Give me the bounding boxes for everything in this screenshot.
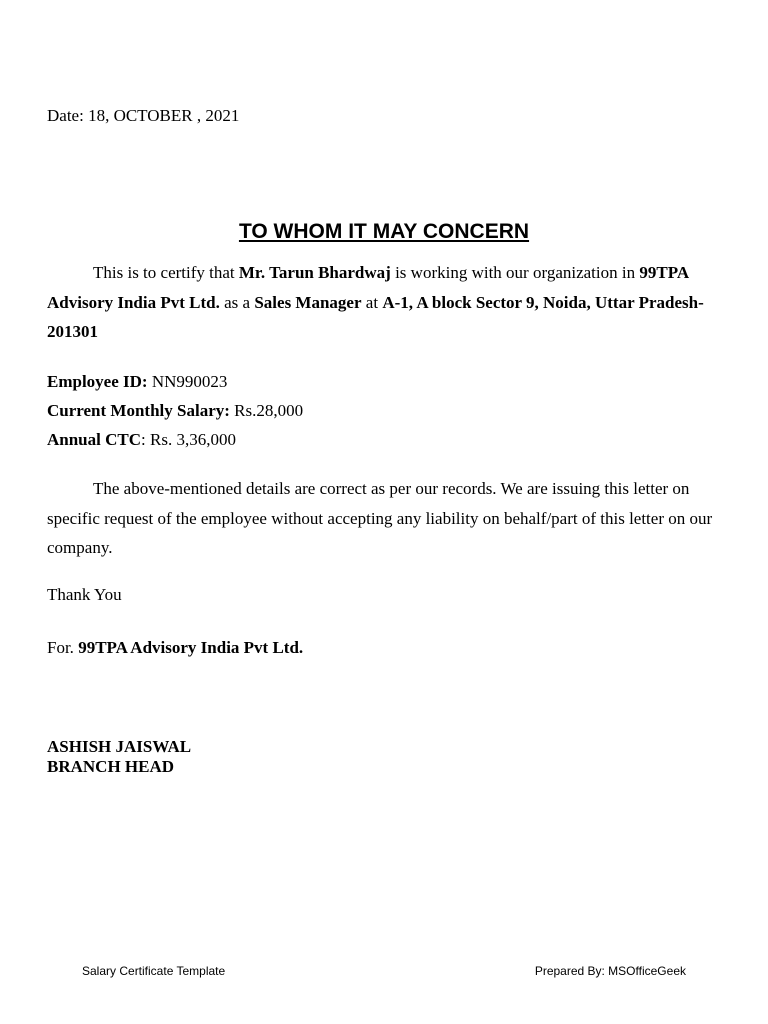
company-name: 99TPA Advisory India Pvt Ltd.: [47, 263, 689, 312]
signature-block: [47, 737, 191, 777]
para1-text-4: at: [361, 292, 383, 312]
for-company-line: [47, 638, 303, 658]
para1-text-3: as a: [219, 292, 255, 312]
date-line: Date: 18, OCTOBER , 2021: [47, 106, 240, 125]
employee-id-row: [47, 367, 303, 396]
disclaimer-paragraph: [47, 474, 717, 563]
monthly-salary-label: Current Monthly Salary:: [47, 401, 230, 420]
annual-ctc-label: Annual CTC: [47, 430, 142, 449]
thank-you: Thank You: [47, 585, 122, 604]
for-company-name: 99TPA Advisory India Pvt Ltd.: [78, 638, 304, 657]
para1-text-2: is working with our organization in: [390, 263, 640, 282]
disclaimer-text: The above-mentioned details are correct as per our records. We are issuing this letter on specific request of the employee without accepting any liability on behalf/part of this letter on our company.: [47, 479, 713, 557]
signatory-name: ASHISH JAISWAL: [47, 737, 192, 756]
employee-id-label: Employee ID:: [47, 372, 148, 391]
monthly-salary-value: Rs.28,000: [229, 401, 304, 420]
monthly-salary-row: [47, 396, 303, 425]
signatory-title: BRANCH HEAD: [47, 757, 175, 776]
annual-ctc-row: [47, 425, 303, 454]
certification-paragraph: [47, 258, 717, 347]
footer-prepared-by: Prepared By: MSOfficeGeek: [534, 964, 686, 978]
footer-template-label: Salary Certificate Template: [82, 964, 226, 978]
para1-text-1: This is to certify that: [93, 263, 239, 282]
employee-name: Mr. Tarun Bhardwaj: [238, 263, 391, 282]
for-prefix: For.: [47, 638, 79, 657]
employee-id-value: NN990023: [147, 372, 228, 391]
annual-ctc-value: : Rs. 3,36,000: [141, 430, 236, 449]
employee-details: [47, 367, 303, 454]
letter-heading: TO WHOM IT MAY CONCERN: [238, 220, 530, 243]
designation: Sales Manager: [254, 292, 362, 312]
office-address: A-1, A block Sector 9, Noida, Uttar Pradesh-201301: [47, 292, 704, 341]
